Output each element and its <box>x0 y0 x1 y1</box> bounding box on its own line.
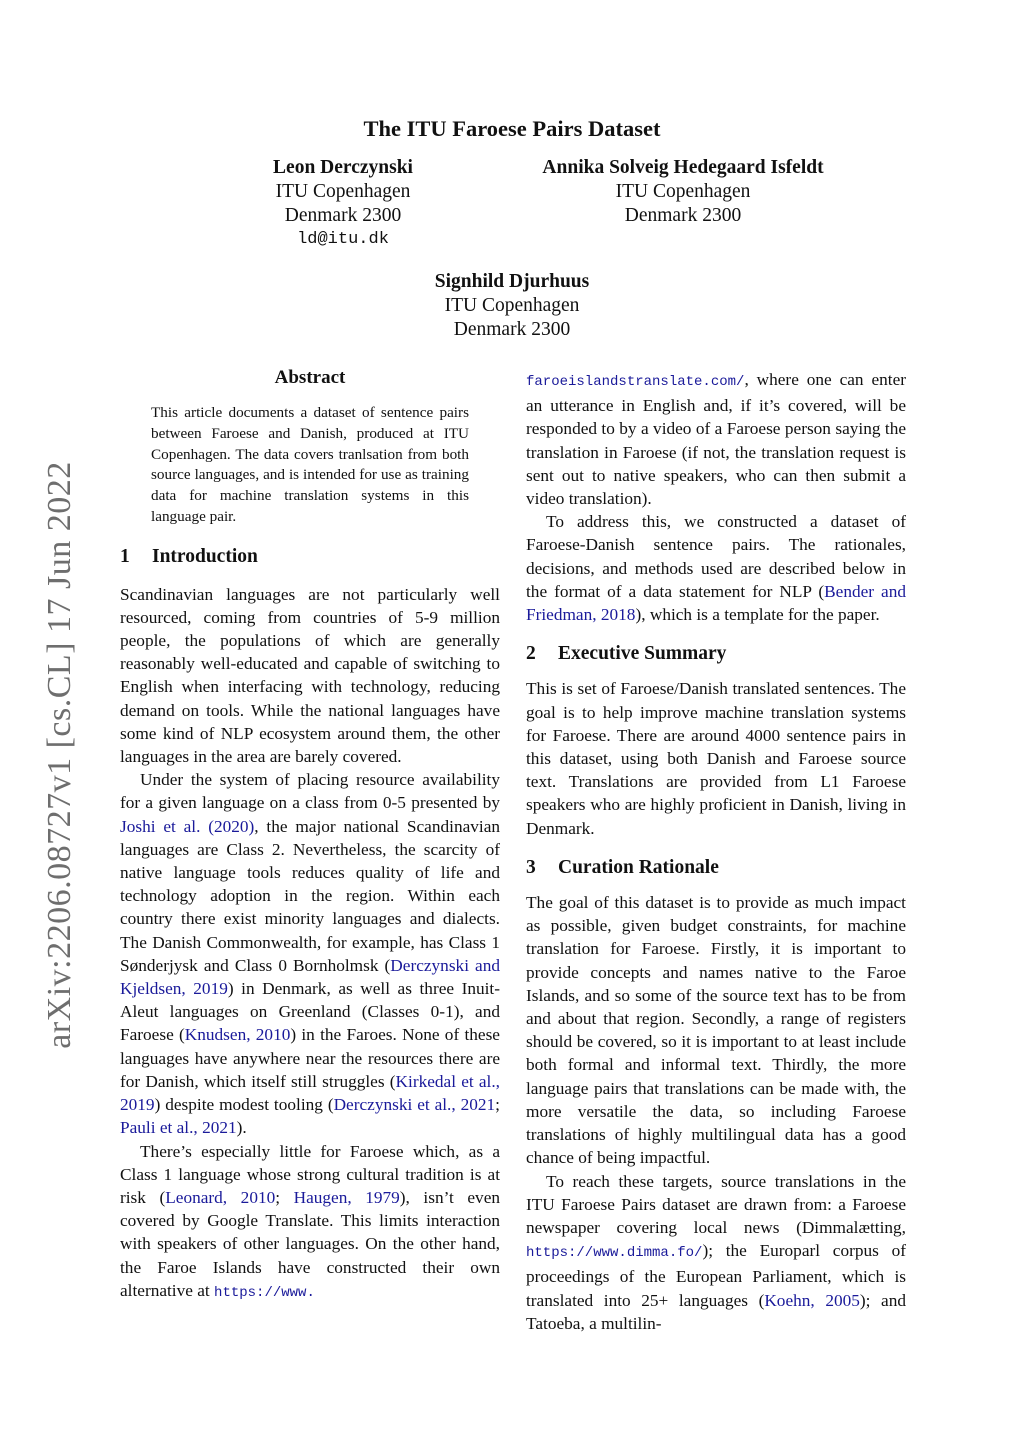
citation-pauli[interactable]: Pauli et al., 2021 <box>120 1118 237 1138</box>
text-span: To address this, we constructed a dataset of Faroese-Danish sentence pairs. The rationales, decisions, and methods used are described below in the format of a data statement for NLP ( <box>526 512 906 601</box>
section-heading-curation-rationale <box>526 856 906 879</box>
text-span: , the major national Scandinavian languages are Class 2. Nevertheless, the scarcity of native language tools reduces quality of life and technology adoption in the region. Within each country there exist minority languages and dialects. The Danish Commonwealth, for example, has Class 1 Sønderjysk and Class 0 Bornholmsk ( <box>120 816 501 975</box>
intro-paragraph-3-start <box>120 1140 500 1305</box>
url-faroe-translate-part2[interactable]: faroeislandstranslate.com/ <box>526 374 745 390</box>
text-span: ), isn’t even covered by Google Translate. This limits interaction with speakers of other languages. On the other hand, the Faroe Islands have constructed their own alternative at <box>120 1187 501 1300</box>
author-block-2 <box>513 156 853 228</box>
section-title: Curation Rationale <box>558 856 719 878</box>
section-heading-introduction <box>120 545 500 568</box>
author-name: Signhild Djurhuus <box>434 271 590 292</box>
author-location: Denmark 2300 <box>624 205 742 226</box>
section-number: 2 <box>526 643 536 665</box>
text-span: ) in Denmark, as well as three Inuit-Aleut languages on Greenland (Classes 0-1), and Faroese ( <box>120 979 500 1045</box>
author-affiliation: ITU Copenhagen <box>275 181 411 202</box>
exec-paragraph-1: This is set of Faroese/Danish translated sentences. The goal is to help improve machine translation systems for Faroese. There are around 4000 sentence pairs in this dataset, using both Danish and Faroese source text. Translations are provided from L1 Faroese speakers who are highly proficient in Danish, living in Denmark. <box>526 679 906 838</box>
citation-derczynski-kjeldsen[interactable]: Derczynski and Kjeldsen, 2019 <box>120 955 500 999</box>
section-number: 1 <box>120 546 130 568</box>
text-span: ). <box>236 1118 247 1138</box>
text-span: , where one can enter an utterance in English and, if it’s covered, will be responded to by a video of a Faroese person saying the translation in Faroese (if not, the translation request is sent out to native speakers, who can then submit a video translation). <box>526 370 906 509</box>
author-name: Leon Derczynski <box>273 157 413 178</box>
left-column <box>120 366 500 1305</box>
abstract-text: This article documents a dataset of sentence pairs between Faroese and Danish, produced at ITU Copenhagen. The data covers tranlsation from both source languages, and is intended for use as training data for machine translation systems in this language pair. <box>151 404 469 525</box>
intro-paragraph-4 <box>526 510 906 626</box>
author-block-3 <box>362 270 662 342</box>
citation-derczynski-2021[interactable]: Derczynski et al., 2021 <box>333 1095 496 1115</box>
citation-bender-friedman[interactable]: Bender and Friedman, 2018 <box>526 581 906 625</box>
author-name: Annika Solveig Hedegaard Isfeldt <box>542 157 824 178</box>
curation-paragraph-1: The goal of this dataset is to provide as much impact as possible, given budget constraints, for machine translation for Faroese. Firstly, it is important to provide concepts and names native to the Faroe Islands, and so some of the source text has to be from and about that region. Secondly, a range of registers should be covered, so it is important to at least include both formal and informal text. Thirdly, the more language pairs that translations can be made with, the more versatile the data, so including Faroese translations of highly multilingual data has a good chance of being impactful. <box>526 893 906 1168</box>
citation-joshi-name[interactable]: Joshi et al. <box>120 816 201 836</box>
author-location: Denmark 2300 <box>453 319 571 340</box>
author-affiliation: ITU Copenhagen <box>444 295 580 316</box>
citation-koehn[interactable]: Koehn, 2005 <box>764 1290 860 1310</box>
text-span: Under the system of placing resource availability for a given language on a class from 0-5 presented by <box>120 770 500 813</box>
url-dimma[interactable]: https://www.dimma.fo/ <box>526 1245 703 1262</box>
intro-paragraph-2 <box>120 768 500 1139</box>
citation-leonard[interactable]: Leonard, 2010 <box>165 1187 276 1207</box>
section-title: Executive Summary <box>558 643 727 665</box>
author-email[interactable]: ld@itu.dk <box>297 230 389 249</box>
section-number: 3 <box>526 856 536 878</box>
text-span: ; <box>495 1095 500 1115</box>
text-span: ; <box>275 1187 294 1207</box>
text-span: To reach these targets, source translations in the ITU Faroese Pairs dataset are drawn from: a Faroese newspaper covering local news (Dimmalætting, <box>526 1171 906 1237</box>
text-span: ) despite modest tooling ( <box>154 1095 334 1115</box>
text-span: ) in the Faroes. None of these languages have anywhere near the resources there are for Danish, which itself still struggles ( <box>120 1025 500 1091</box>
author-location: Denmark 2300 <box>284 205 402 226</box>
right-column <box>526 368 906 1335</box>
citation-kirkedal[interactable]: Kirkedal et al., 2019 <box>120 1071 500 1115</box>
intro-paragraph-3-continued <box>526 368 906 510</box>
citation-knudsen[interactable]: Knudsen, 2010 <box>184 1025 291 1045</box>
section-title: Introduction <box>152 546 258 568</box>
paper-title: The ITU Faroese Pairs Dataset <box>363 116 661 141</box>
citation-haugen[interactable]: Haugen, 1979 <box>293 1187 400 1207</box>
text-span: ), which is a template for the paper. <box>635 605 880 625</box>
text-span: ); the Europarl corpus of proceedings of the European Parliament, which is translated into 25+ languages ( <box>526 1241 906 1310</box>
arxiv-identifier: arXiv:2206.08727v1 [cs.CL] 17 Jun 2022 <box>41 461 78 1049</box>
section-heading-executive-summary <box>526 642 906 665</box>
text-span: There’s especially little for Faroese which, as a Class 1 language whose strong cultural tradition is at risk ( <box>120 1141 500 1207</box>
author-affiliation: ITU Copenhagen <box>615 181 751 202</box>
intro-paragraph-1: Scandinavian languages are not particularly well resourced, coming from countries of 5-9 million people, the populations of which are generally reasonably well-educated and capable of switching to English when interfacing with technology, reducing demand on tools. While the national languages have some kind of NLP ecosystem around them, the other languages in the area are barely covered. <box>120 584 500 767</box>
author-block-1 <box>233 156 453 252</box>
citation-joshi-year[interactable]: (2020) <box>208 816 255 836</box>
text-span: ); and Tatoeba, a multilin- <box>526 1290 906 1333</box>
curation-paragraph-2 <box>526 1170 906 1335</box>
abstract-heading: Abstract <box>274 367 346 388</box>
url-faroe-translate-part1[interactable]: https://www. <box>214 1284 315 1301</box>
